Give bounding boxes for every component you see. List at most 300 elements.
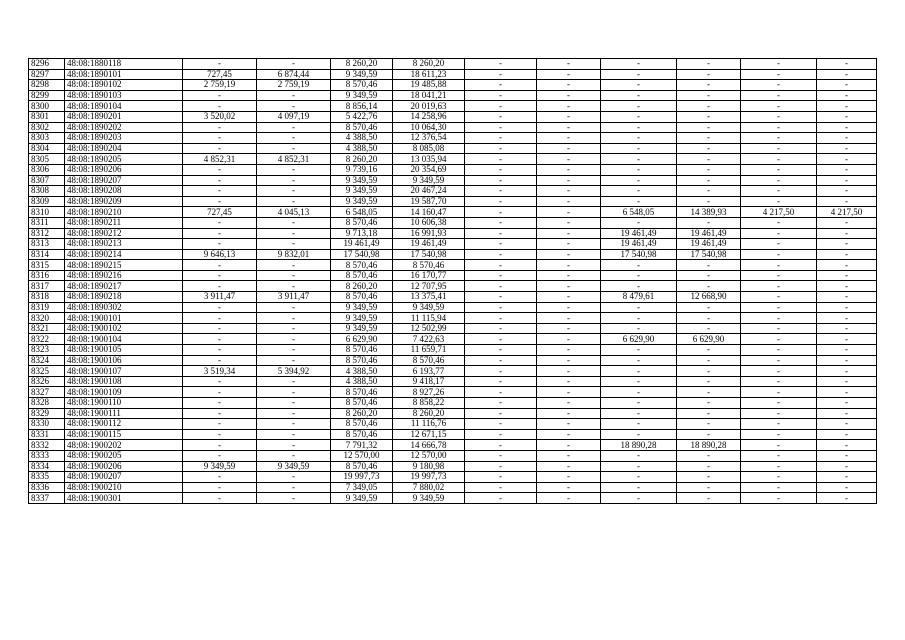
cadastral-number-cell: 48:08:1890217 bbox=[65, 281, 183, 292]
value-cell: 17 540,98 bbox=[393, 249, 465, 260]
table-row bbox=[29, 186, 877, 197]
value-cell: - bbox=[183, 270, 257, 281]
value-cell: - bbox=[465, 270, 537, 281]
value-cell: 2 759,19 bbox=[183, 80, 257, 91]
cadastral-number-cell: 48:08:1900115 bbox=[65, 429, 183, 440]
value-cell: 10 606,38 bbox=[393, 217, 465, 228]
value-cell: - bbox=[817, 90, 877, 101]
row-number-cell: 8326 bbox=[29, 376, 65, 387]
value-cell: - bbox=[741, 472, 817, 483]
value-cell: - bbox=[183, 122, 257, 133]
table-row bbox=[29, 143, 877, 154]
value-cell: - bbox=[257, 281, 331, 292]
value-cell: 20 467,24 bbox=[393, 186, 465, 197]
value-cell: 11 115,94 bbox=[393, 313, 465, 324]
table-row bbox=[29, 398, 877, 409]
value-cell: - bbox=[465, 419, 537, 430]
value-cell: - bbox=[741, 175, 817, 186]
value-cell: 9 349,59 bbox=[393, 493, 465, 504]
value-cell: - bbox=[537, 472, 601, 483]
value-cell: - bbox=[183, 133, 257, 144]
row-number-cell: 8318 bbox=[29, 292, 65, 303]
value-cell: - bbox=[465, 387, 537, 398]
cadastral-number-cell: 48:08:1890203 bbox=[65, 133, 183, 144]
row-number-cell: 8322 bbox=[29, 334, 65, 345]
value-cell: - bbox=[537, 228, 601, 239]
row-number-cell: 8298 bbox=[29, 80, 65, 91]
row-number-cell: 8308 bbox=[29, 186, 65, 197]
value-cell: - bbox=[601, 59, 677, 70]
value-cell: - bbox=[183, 217, 257, 228]
table-row bbox=[29, 249, 877, 260]
value-cell: - bbox=[257, 408, 331, 419]
value-cell: - bbox=[465, 196, 537, 207]
value-cell: - bbox=[601, 387, 677, 398]
value-cell: 10 064,30 bbox=[393, 122, 465, 133]
value-cell: - bbox=[601, 143, 677, 154]
value-cell: - bbox=[183, 429, 257, 440]
value-cell: 9 349,59 bbox=[393, 175, 465, 186]
value-cell: - bbox=[537, 164, 601, 175]
value-cell: - bbox=[601, 164, 677, 175]
value-cell: - bbox=[257, 376, 331, 387]
value-cell: 18 890,28 bbox=[677, 440, 741, 451]
value-cell: - bbox=[537, 59, 601, 70]
value-cell: - bbox=[537, 461, 601, 472]
value-cell: 6 193,77 bbox=[393, 366, 465, 377]
table-row bbox=[29, 334, 877, 345]
value-cell: 8 260,20 bbox=[331, 59, 393, 70]
cadastral-number-cell: 48:08:1890210 bbox=[65, 207, 183, 218]
value-cell: - bbox=[741, 133, 817, 144]
row-number-cell: 8328 bbox=[29, 398, 65, 409]
value-cell: - bbox=[677, 429, 741, 440]
value-cell: - bbox=[677, 69, 741, 80]
table-row bbox=[29, 59, 877, 70]
value-cell: - bbox=[465, 175, 537, 186]
value-cell: 17 540,98 bbox=[601, 249, 677, 260]
cadastral-number-cell: 48:08:1890102 bbox=[65, 80, 183, 91]
value-cell: - bbox=[537, 270, 601, 281]
value-cell: 4 852,31 bbox=[257, 154, 331, 165]
value-cell: - bbox=[601, 472, 677, 483]
value-cell: - bbox=[677, 419, 741, 430]
value-cell: - bbox=[465, 133, 537, 144]
value-cell: - bbox=[465, 398, 537, 409]
value-cell: - bbox=[257, 313, 331, 324]
value-cell: - bbox=[741, 313, 817, 324]
row-number-cell: 8327 bbox=[29, 387, 65, 398]
value-cell: 8 858,22 bbox=[393, 398, 465, 409]
value-cell: - bbox=[183, 440, 257, 451]
value-cell: - bbox=[677, 101, 741, 112]
value-cell: - bbox=[677, 366, 741, 377]
value-cell: - bbox=[537, 302, 601, 313]
value-cell: - bbox=[677, 355, 741, 366]
value-cell: - bbox=[817, 270, 877, 281]
value-cell: - bbox=[677, 398, 741, 409]
value-cell: 19 485,88 bbox=[393, 80, 465, 91]
value-cell: - bbox=[537, 493, 601, 504]
value-cell: - bbox=[257, 345, 331, 356]
value-cell: - bbox=[465, 408, 537, 419]
cadastral-number-cell: 48:08:1890212 bbox=[65, 228, 183, 239]
value-cell: - bbox=[537, 419, 601, 430]
value-cell: - bbox=[537, 398, 601, 409]
cadastral-number-cell: 48:08:1890206 bbox=[65, 164, 183, 175]
value-cell: - bbox=[257, 239, 331, 250]
value-cell: - bbox=[741, 143, 817, 154]
value-cell: 8 260,20 bbox=[331, 281, 393, 292]
row-number-cell: 8305 bbox=[29, 154, 65, 165]
value-cell: - bbox=[183, 419, 257, 430]
value-cell: - bbox=[537, 133, 601, 144]
value-cell: 9 349,59 bbox=[331, 175, 393, 186]
value-cell: - bbox=[465, 249, 537, 260]
value-cell: - bbox=[537, 376, 601, 387]
value-cell: - bbox=[537, 249, 601, 260]
value-cell: - bbox=[677, 270, 741, 281]
table-row bbox=[29, 450, 877, 461]
value-cell: - bbox=[465, 493, 537, 504]
value-cell: 20 019,63 bbox=[393, 101, 465, 112]
value-cell: - bbox=[257, 398, 331, 409]
value-cell: - bbox=[741, 260, 817, 271]
value-cell: 12 671,15 bbox=[393, 429, 465, 440]
table-row bbox=[29, 111, 877, 122]
value-cell: - bbox=[537, 143, 601, 154]
value-cell: - bbox=[257, 387, 331, 398]
value-cell: - bbox=[537, 408, 601, 419]
value-cell: - bbox=[601, 461, 677, 472]
value-cell: 6 874,44 bbox=[257, 69, 331, 80]
value-cell: - bbox=[257, 164, 331, 175]
cadastral-number-cell: 48:08:1900108 bbox=[65, 376, 183, 387]
value-cell: 8 479,61 bbox=[601, 292, 677, 303]
value-cell: - bbox=[601, 419, 677, 430]
value-cell: - bbox=[741, 249, 817, 260]
value-cell: - bbox=[465, 90, 537, 101]
table-row bbox=[29, 376, 877, 387]
row-number-cell: 8299 bbox=[29, 90, 65, 101]
value-cell: - bbox=[677, 59, 741, 70]
value-cell: 4 388,50 bbox=[331, 143, 393, 154]
value-cell: - bbox=[537, 69, 601, 80]
value-cell: - bbox=[465, 207, 537, 218]
value-cell: - bbox=[817, 345, 877, 356]
value-cell: - bbox=[677, 482, 741, 493]
value-cell: - bbox=[183, 143, 257, 154]
value-cell: - bbox=[741, 493, 817, 504]
value-cell: - bbox=[741, 270, 817, 281]
value-cell: 18 041,21 bbox=[393, 90, 465, 101]
table-row bbox=[29, 345, 877, 356]
table-row bbox=[29, 440, 877, 451]
row-number-cell: 8312 bbox=[29, 228, 65, 239]
value-cell: - bbox=[537, 260, 601, 271]
value-cell: - bbox=[677, 90, 741, 101]
value-cell: - bbox=[257, 101, 331, 112]
table-row bbox=[29, 207, 877, 218]
value-cell: - bbox=[183, 398, 257, 409]
value-cell: - bbox=[465, 440, 537, 451]
value-cell: - bbox=[465, 472, 537, 483]
value-cell: - bbox=[817, 387, 877, 398]
value-cell: - bbox=[537, 450, 601, 461]
cadastral-number-cell: 48:08:1890216 bbox=[65, 270, 183, 281]
value-cell: - bbox=[601, 80, 677, 91]
value-cell: 18 890,28 bbox=[601, 440, 677, 451]
cadastral-number-cell: 48:08:1900104 bbox=[65, 334, 183, 345]
value-cell: 6 629,90 bbox=[677, 334, 741, 345]
cadastral-number-cell: 48:08:1900112 bbox=[65, 419, 183, 430]
table-row bbox=[29, 482, 877, 493]
table-row bbox=[29, 493, 877, 504]
row-number-cell: 8321 bbox=[29, 323, 65, 334]
cadastral-number-cell: 48:08:1890213 bbox=[65, 239, 183, 250]
value-cell: - bbox=[741, 90, 817, 101]
value-cell: - bbox=[465, 239, 537, 250]
value-cell: - bbox=[183, 450, 257, 461]
value-cell: - bbox=[601, 450, 677, 461]
value-cell: - bbox=[817, 472, 877, 483]
cadastral-number-cell: 48:08:1890211 bbox=[65, 217, 183, 228]
value-cell: - bbox=[257, 493, 331, 504]
value-cell: - bbox=[183, 239, 257, 250]
value-cell: - bbox=[183, 376, 257, 387]
row-number-cell: 8317 bbox=[29, 281, 65, 292]
value-cell: - bbox=[817, 323, 877, 334]
row-number-cell: 8332 bbox=[29, 440, 65, 451]
value-cell: - bbox=[537, 101, 601, 112]
value-cell: - bbox=[465, 69, 537, 80]
value-cell: - bbox=[257, 472, 331, 483]
value-cell: - bbox=[183, 302, 257, 313]
value-cell: - bbox=[741, 281, 817, 292]
value-cell: - bbox=[741, 154, 817, 165]
value-cell: 8 570,46 bbox=[331, 398, 393, 409]
row-number-cell: 8334 bbox=[29, 461, 65, 472]
value-cell: - bbox=[817, 292, 877, 303]
value-cell: 14 160,47 bbox=[393, 207, 465, 218]
table-row bbox=[29, 175, 877, 186]
value-cell: - bbox=[817, 398, 877, 409]
value-cell: - bbox=[465, 164, 537, 175]
table-row bbox=[29, 302, 877, 313]
value-cell: 727,45 bbox=[183, 207, 257, 218]
value-cell: - bbox=[741, 387, 817, 398]
cadastral-number-cell: 48:08:1890204 bbox=[65, 143, 183, 154]
value-cell: - bbox=[741, 440, 817, 451]
table-row bbox=[29, 260, 877, 271]
value-cell: - bbox=[677, 80, 741, 91]
value-cell: - bbox=[257, 440, 331, 451]
value-cell: 4 217,50 bbox=[741, 207, 817, 218]
value-cell: - bbox=[741, 461, 817, 472]
value-cell: - bbox=[465, 323, 537, 334]
value-cell: - bbox=[741, 355, 817, 366]
row-number-cell: 8319 bbox=[29, 302, 65, 313]
value-cell: - bbox=[817, 450, 877, 461]
value-cell: - bbox=[741, 80, 817, 91]
value-cell: - bbox=[465, 281, 537, 292]
row-number-cell: 8301 bbox=[29, 111, 65, 122]
cadastral-number-cell: 48:08:1900101 bbox=[65, 313, 183, 324]
value-cell: 12 376,54 bbox=[393, 133, 465, 144]
value-cell: - bbox=[741, 334, 817, 345]
cadastral-number-cell: 48:08:1900105 bbox=[65, 345, 183, 356]
value-cell: - bbox=[601, 355, 677, 366]
table-row bbox=[29, 355, 877, 366]
value-cell: 8 085,08 bbox=[393, 143, 465, 154]
value-cell: - bbox=[465, 111, 537, 122]
value-cell: - bbox=[601, 376, 677, 387]
value-cell: - bbox=[601, 111, 677, 122]
value-cell: - bbox=[601, 302, 677, 313]
value-cell: 13 035,94 bbox=[393, 154, 465, 165]
value-cell: 20 354,69 bbox=[393, 164, 465, 175]
value-cell: - bbox=[465, 302, 537, 313]
value-cell: - bbox=[677, 472, 741, 483]
value-cell: 9 646,13 bbox=[183, 249, 257, 260]
table-row bbox=[29, 323, 877, 334]
value-cell: 12 570,00 bbox=[331, 450, 393, 461]
table-row bbox=[29, 90, 877, 101]
value-cell: - bbox=[741, 101, 817, 112]
value-cell: 2 759,19 bbox=[257, 80, 331, 91]
value-cell: - bbox=[601, 90, 677, 101]
value-cell: - bbox=[601, 408, 677, 419]
value-cell: - bbox=[601, 217, 677, 228]
value-cell: - bbox=[677, 196, 741, 207]
value-cell: - bbox=[257, 133, 331, 144]
value-cell: - bbox=[817, 133, 877, 144]
value-cell: - bbox=[817, 493, 877, 504]
value-cell: - bbox=[601, 281, 677, 292]
value-cell: - bbox=[183, 334, 257, 345]
value-cell: - bbox=[537, 196, 601, 207]
value-cell: 8 260,20 bbox=[393, 59, 465, 70]
value-cell: - bbox=[183, 345, 257, 356]
table-row bbox=[29, 122, 877, 133]
value-cell: - bbox=[817, 111, 877, 122]
value-cell: - bbox=[257, 302, 331, 313]
data-table bbox=[28, 58, 877, 504]
cadastral-number-cell: 48:08:1890103 bbox=[65, 90, 183, 101]
value-cell: 9 418,17 bbox=[393, 376, 465, 387]
value-cell: - bbox=[537, 175, 601, 186]
cadastral-number-cell: 48:08:1890218 bbox=[65, 292, 183, 303]
value-cell: 12 570,00 bbox=[393, 450, 465, 461]
value-cell: - bbox=[183, 186, 257, 197]
row-number-cell: 8309 bbox=[29, 196, 65, 207]
value-cell: 9 349,59 bbox=[331, 90, 393, 101]
value-cell: - bbox=[677, 217, 741, 228]
value-cell: - bbox=[537, 281, 601, 292]
value-cell: - bbox=[677, 450, 741, 461]
value-cell: - bbox=[601, 482, 677, 493]
value-cell: - bbox=[465, 143, 537, 154]
table-row bbox=[29, 419, 877, 430]
value-cell: - bbox=[677, 345, 741, 356]
value-cell: - bbox=[257, 59, 331, 70]
value-cell: - bbox=[183, 196, 257, 207]
table-row bbox=[29, 239, 877, 250]
value-cell: - bbox=[183, 164, 257, 175]
value-cell: 7 791,32 bbox=[331, 440, 393, 451]
value-cell: 19 461,49 bbox=[393, 239, 465, 250]
value-cell: - bbox=[465, 355, 537, 366]
value-cell: - bbox=[601, 133, 677, 144]
value-cell: 9 832,01 bbox=[257, 249, 331, 260]
cadastral-number-cell: 48:08:1900202 bbox=[65, 440, 183, 451]
table-body bbox=[29, 59, 877, 504]
table-row bbox=[29, 270, 877, 281]
value-cell: - bbox=[741, 186, 817, 197]
value-cell: - bbox=[741, 419, 817, 430]
value-cell: - bbox=[677, 122, 741, 133]
value-cell: 16 170,77 bbox=[393, 270, 465, 281]
value-cell: - bbox=[817, 143, 877, 154]
table-row bbox=[29, 133, 877, 144]
value-cell: - bbox=[677, 313, 741, 324]
value-cell: - bbox=[677, 281, 741, 292]
value-cell: - bbox=[677, 260, 741, 271]
value-cell: - bbox=[817, 69, 877, 80]
value-cell: - bbox=[257, 143, 331, 154]
cadastral-number-cell: 48:08:1880118 bbox=[65, 59, 183, 70]
value-cell: 9 739,16 bbox=[331, 164, 393, 175]
value-cell: - bbox=[257, 122, 331, 133]
value-cell: - bbox=[257, 90, 331, 101]
row-number-cell: 8311 bbox=[29, 217, 65, 228]
value-cell: - bbox=[601, 69, 677, 80]
value-cell: 19 587,70 bbox=[393, 196, 465, 207]
row-number-cell: 8315 bbox=[29, 260, 65, 271]
value-cell: - bbox=[817, 281, 877, 292]
value-cell: 6 548,05 bbox=[331, 207, 393, 218]
table-row bbox=[29, 101, 877, 112]
value-cell: - bbox=[817, 302, 877, 313]
value-cell: - bbox=[741, 111, 817, 122]
value-cell: - bbox=[183, 493, 257, 504]
cadastral-number-cell: 48:08:1900109 bbox=[65, 387, 183, 398]
value-cell: 18 611,23 bbox=[393, 69, 465, 80]
value-cell: 8 570,46 bbox=[331, 270, 393, 281]
table-row bbox=[29, 472, 877, 483]
value-cell: - bbox=[741, 122, 817, 133]
table-row bbox=[29, 281, 877, 292]
value-cell: - bbox=[677, 111, 741, 122]
value-cell: - bbox=[601, 345, 677, 356]
cadastral-number-cell: 48:08:1900301 bbox=[65, 493, 183, 504]
value-cell: 8 570,46 bbox=[393, 355, 465, 366]
value-cell: - bbox=[257, 217, 331, 228]
row-number-cell: 8330 bbox=[29, 419, 65, 430]
cadastral-number-cell: 48:08:1890209 bbox=[65, 196, 183, 207]
value-cell: - bbox=[257, 334, 331, 345]
value-cell: 3 911,47 bbox=[183, 292, 257, 303]
value-cell: - bbox=[537, 440, 601, 451]
value-cell: - bbox=[601, 323, 677, 334]
value-cell: 9 349,59 bbox=[331, 69, 393, 80]
value-cell: - bbox=[817, 429, 877, 440]
value-cell: 8 570,46 bbox=[331, 80, 393, 91]
value-cell: - bbox=[601, 196, 677, 207]
value-cell: - bbox=[465, 101, 537, 112]
cadastral-number-cell: 48:08:1890302 bbox=[65, 302, 183, 313]
value-cell: 9 349,59 bbox=[331, 302, 393, 313]
